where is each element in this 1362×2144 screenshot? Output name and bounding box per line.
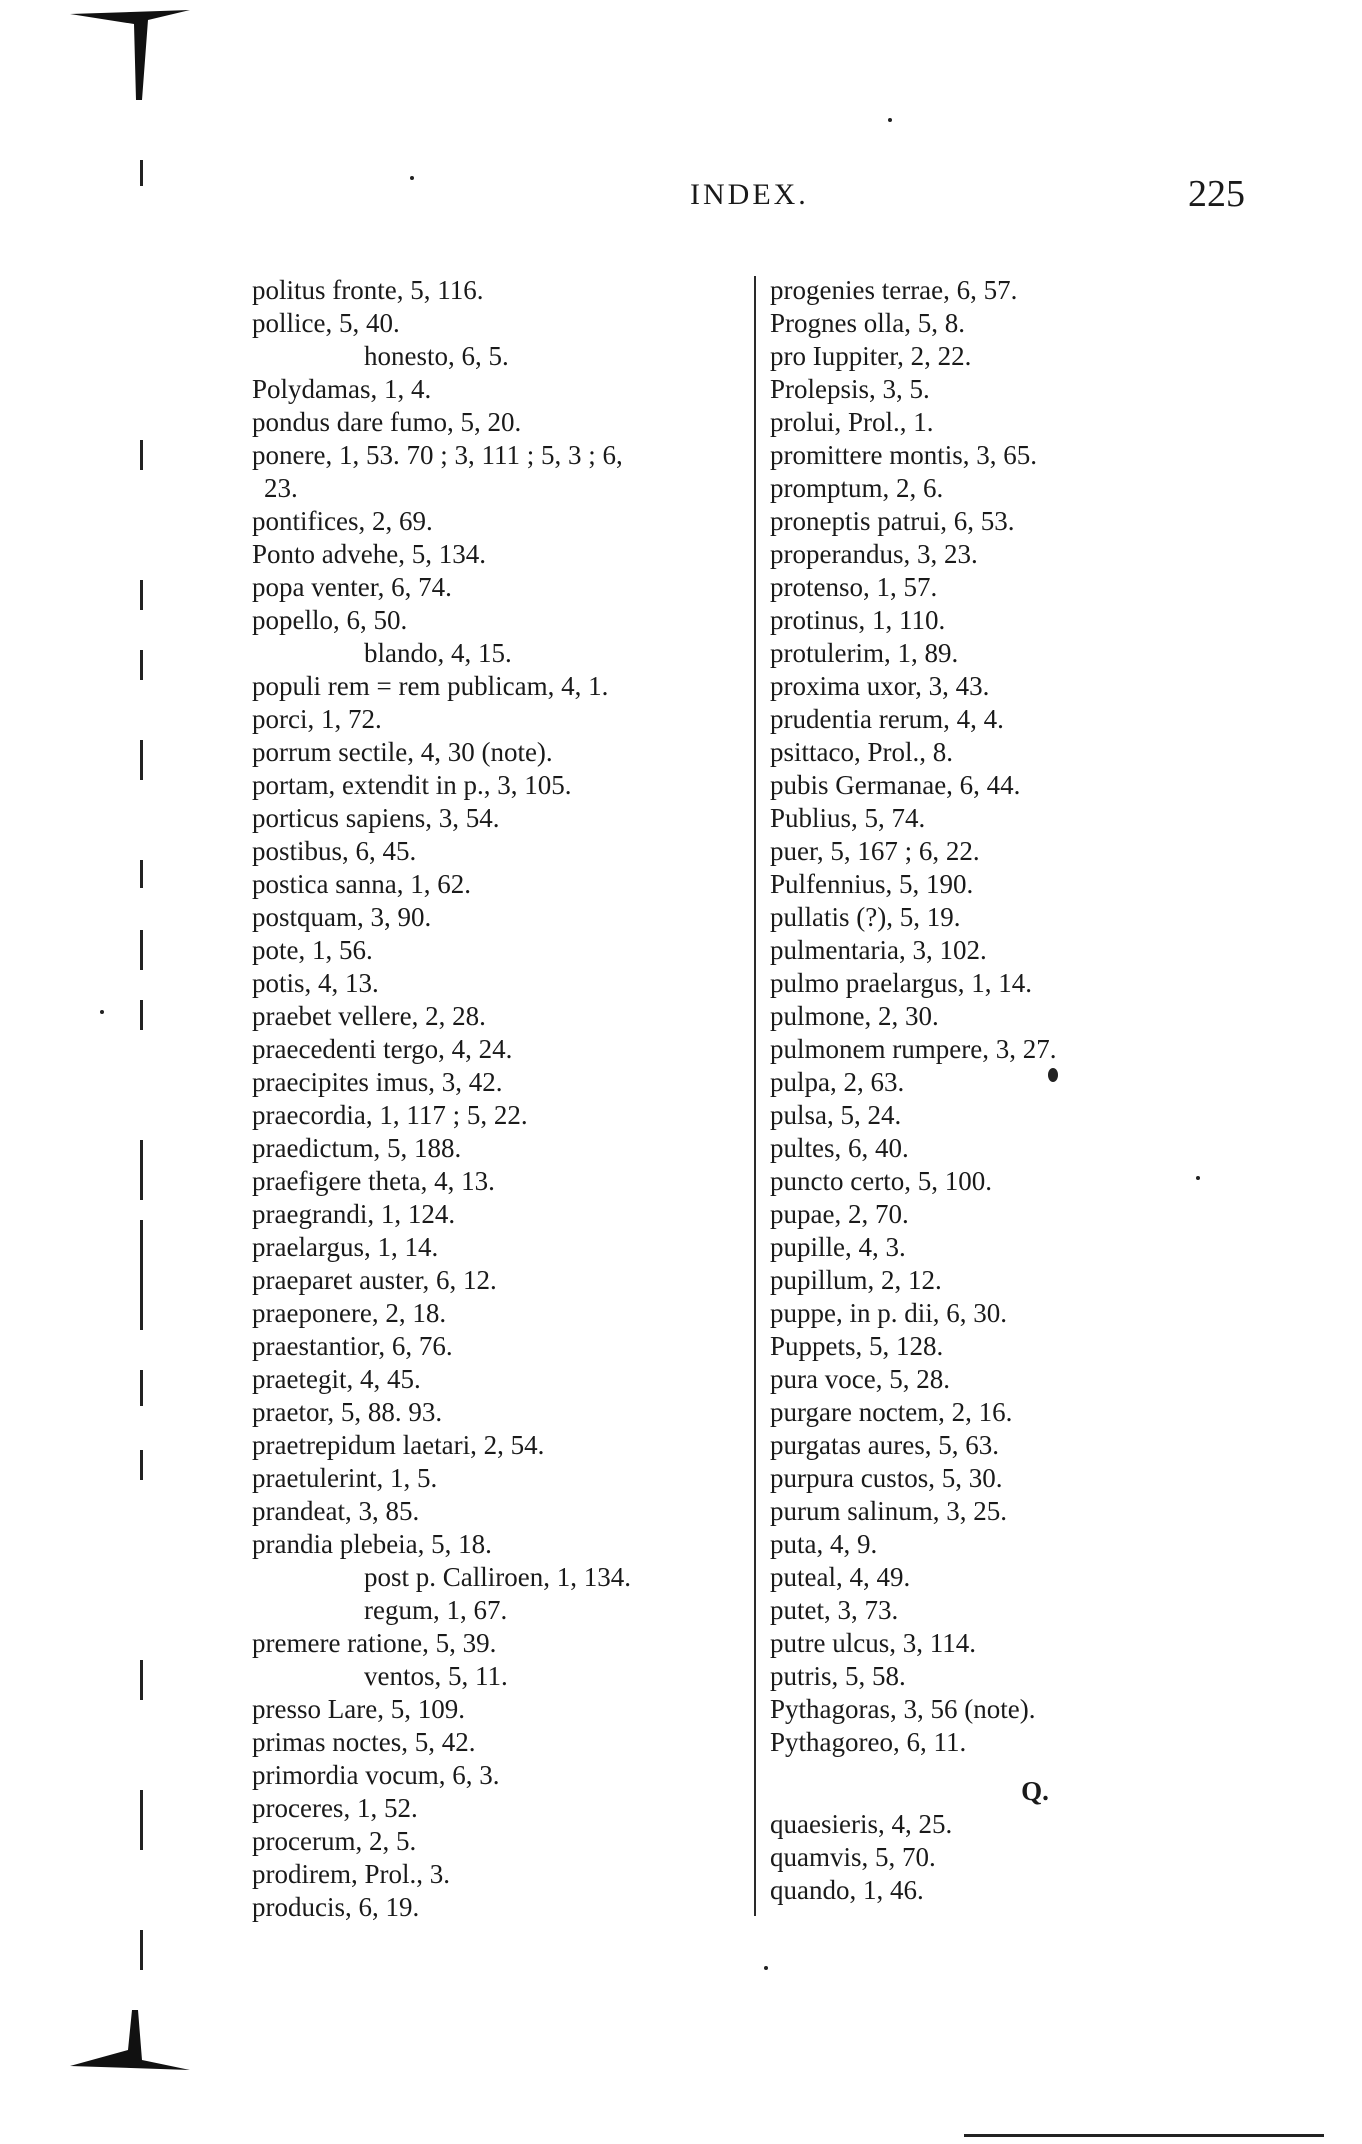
margin-mark xyxy=(140,860,143,888)
index-entry: proneptis patrui, 6, 53. xyxy=(770,506,1015,536)
corner-crop-mark-bottom xyxy=(70,2010,190,2070)
index-entry: pupae, 2, 70. xyxy=(770,1199,909,1229)
margin-mark xyxy=(140,930,143,970)
index-entry: purgatas aures, 5, 63. xyxy=(770,1430,999,1460)
index-subentry: blando, 4, 15. xyxy=(364,638,512,668)
index-entry: popa venter, 6, 74. xyxy=(252,572,452,602)
index-entry: Pulfennius, 5, 190. xyxy=(770,869,974,899)
index-entry: pote, 1, 56. xyxy=(252,935,373,965)
margin-mark xyxy=(140,160,143,186)
index-entry: politus fronte, 5, 116. xyxy=(252,275,484,305)
index-entry: porrum sectile, 4, 30 (note). xyxy=(252,737,553,767)
index-entry: puppe, in p. dii, 6, 30. xyxy=(770,1298,1007,1328)
margin-mark xyxy=(140,1930,143,1970)
index-entry: progenies terrae, 6, 57. xyxy=(770,275,1018,305)
index-entry: praelargus, 1, 14. xyxy=(252,1232,439,1262)
index-entry: puta, 4, 9. xyxy=(770,1529,878,1559)
index-entry: pulsa, 5, 24. xyxy=(770,1100,902,1130)
index-entry: pupillum, 2, 12. xyxy=(770,1265,942,1295)
index-entry: puer, 5, 167 ; 6, 22. xyxy=(770,836,980,866)
index-entry: pullatis (?), 5, 19. xyxy=(770,902,961,932)
index-entry: quando, 1, 46. xyxy=(770,1875,924,1905)
corner-crop-mark-top xyxy=(70,10,190,100)
index-entry: pontifices, 2, 69. xyxy=(252,506,433,536)
index-entry: praecordia, 1, 117 ; 5, 22. xyxy=(252,1100,528,1130)
index-entry: primordia vocum, 6, 3. xyxy=(252,1760,500,1790)
index-entry: popello, 6, 50. xyxy=(252,605,408,635)
margin-mark xyxy=(140,1000,143,1030)
index-entry: purum salinum, 3, 25. xyxy=(770,1496,1007,1526)
index-subentry: ventos, 5, 11. xyxy=(364,1661,508,1691)
index-entry: promittere montis, 3, 65. xyxy=(770,440,1037,470)
index-entry: pro Iuppiter, 2, 22. xyxy=(770,341,972,371)
index-entry: postquam, 3, 90. xyxy=(252,902,432,932)
index-entry: proceres, 1, 52. xyxy=(252,1793,418,1823)
index-entry: Pythagoreo, 6, 11. xyxy=(770,1727,967,1757)
index-entry: porticus sapiens, 3, 54. xyxy=(252,803,500,833)
index-entry: pupille, 4, 3. xyxy=(770,1232,906,1262)
index-subentry: honesto, 6, 5. xyxy=(364,341,509,371)
index-entry: pulmone, 2, 30. xyxy=(770,1001,939,1031)
index-entry-continuation: 23. xyxy=(264,473,298,503)
index-entry: praetor, 5, 88. 93. xyxy=(252,1397,443,1427)
index-entry: postica sanna, 1, 62. xyxy=(252,869,471,899)
index-entry: praetulerint, 1, 5. xyxy=(252,1463,438,1493)
index-entry: Polydamas, 1, 4. xyxy=(252,374,432,404)
page-title: INDEX. xyxy=(690,178,809,211)
index-entry: pubis Germanae, 6, 44. xyxy=(770,770,1021,800)
index-entry: praeponere, 2, 18. xyxy=(252,1298,447,1328)
column-divider xyxy=(754,276,756,1916)
index-entry: properandus, 3, 23. xyxy=(770,539,978,569)
index-entry: prodirem, Prol., 3. xyxy=(252,1859,450,1889)
index-entry: pura voce, 5, 28. xyxy=(770,1364,950,1394)
index-entry: Pythagoras, 3, 56 (note). xyxy=(770,1694,1036,1724)
index-subentry: regum, 1, 67. xyxy=(364,1595,508,1625)
index-entry: prandia plebeia, 5, 18. xyxy=(252,1529,492,1559)
index-entry: producis, 6, 19. xyxy=(252,1892,420,1922)
index-entry: procerum, 2, 5. xyxy=(252,1826,417,1856)
index-column-right xyxy=(770,274,1240,1907)
page-number: 225 xyxy=(1188,173,1245,215)
ink-speck xyxy=(764,1966,768,1970)
index-entry: praetrepidum laetari, 2, 54. xyxy=(252,1430,545,1460)
index-entry: pultes, 6, 40. xyxy=(770,1133,909,1163)
index-entry: pulmonem rumpere, 3, 27. xyxy=(770,1034,1057,1064)
index-entry: puncto certo, 5, 100. xyxy=(770,1166,992,1196)
margin-mark xyxy=(140,580,143,610)
index-entry: pondus dare fumo, 5, 20. xyxy=(252,407,522,437)
margin-mark xyxy=(140,1450,143,1480)
index-entry: quamvis, 5, 70. xyxy=(770,1842,936,1872)
index-entry: praecedenti tergo, 4, 24. xyxy=(252,1034,513,1064)
index-entry: Prognes olla, 5, 8. xyxy=(770,308,965,338)
index-entry: porci, 1, 72. xyxy=(252,704,382,734)
index-entry: proxima uxor, 3, 43. xyxy=(770,671,990,701)
index-entry: praedictum, 5, 188. xyxy=(252,1133,462,1163)
bottom-rule xyxy=(964,2134,1324,2137)
index-entry: praeparet auster, 6, 12. xyxy=(252,1265,497,1295)
index-entry: praebet vellere, 2, 28. xyxy=(252,1001,486,1031)
margin-mark xyxy=(140,1370,143,1406)
index-entry: quaesieris, 4, 25. xyxy=(770,1809,953,1839)
margin-mark xyxy=(140,740,143,780)
index-entry: purgare noctem, 2, 16. xyxy=(770,1397,1013,1427)
index-entry: putre ulcus, 3, 114. xyxy=(770,1628,976,1658)
index-entry: protulerim, 1, 89. xyxy=(770,638,959,668)
index-entry: populi rem = rem publicam, 4, 1. xyxy=(252,671,609,701)
index-entry: purpura custos, 5, 30. xyxy=(770,1463,1003,1493)
index-entry: prolui, Prol., 1. xyxy=(770,407,934,437)
index-entry: pulpa, 2, 63. xyxy=(770,1067,905,1097)
index-entry: praestantior, 6, 76. xyxy=(252,1331,453,1361)
index-entry: puteal, 4, 49. xyxy=(770,1562,911,1592)
index-entry: promptum, 2, 6. xyxy=(770,473,944,503)
index-entry: pulmentaria, 3, 102. xyxy=(770,935,987,965)
ink-speck xyxy=(410,176,414,180)
index-entry: prudentia rerum, 4, 4. xyxy=(770,704,1004,734)
index-entry: praefigere theta, 4, 13. xyxy=(252,1166,495,1196)
index-entry: praetegit, 4, 45. xyxy=(252,1364,421,1394)
section-letter-heading: Q. xyxy=(1021,1776,1049,1806)
index-entry: putet, 3, 73. xyxy=(770,1595,899,1625)
index-entry: psittaco, Prol., 8. xyxy=(770,737,953,767)
margin-mark xyxy=(140,440,143,470)
index-entry: pollice, 5, 40. xyxy=(252,308,400,338)
margin-mark xyxy=(140,1220,143,1330)
index-entry: protenso, 1, 57. xyxy=(770,572,938,602)
index-entry: premere ratione, 5, 39. xyxy=(252,1628,497,1658)
index-entry: praegrandi, 1, 124. xyxy=(252,1199,456,1229)
index-entry: potis, 4, 13. xyxy=(252,968,379,998)
index-entry: postibus, 6, 45. xyxy=(252,836,417,866)
index-entry: primas noctes, 5, 42. xyxy=(252,1727,476,1757)
index-entry: Publius, 5, 74. xyxy=(770,803,926,833)
index-entry: pulmo praelargus, 1, 14. xyxy=(770,968,1032,998)
index-column-left xyxy=(252,274,752,1924)
index-entry: presso Lare, 5, 109. xyxy=(252,1694,465,1724)
index-entry: praecipites imus, 3, 42. xyxy=(252,1067,503,1097)
index-entry: Puppets, 5, 128. xyxy=(770,1331,944,1361)
index-entry: ponere, 1, 53. 70 ; 3, 111 ; 5, 3 ; 6, xyxy=(252,440,623,470)
ink-speck xyxy=(100,1010,104,1014)
margin-mark xyxy=(140,1140,143,1200)
index-entry: Prolepsis, 3, 5. xyxy=(770,374,930,404)
index-entry: prandeat, 3, 85. xyxy=(252,1496,420,1526)
index-subentry: post p. Calliroen, 1, 134. xyxy=(364,1562,631,1592)
index-entry: Ponto advehe, 5, 134. xyxy=(252,539,486,569)
index-entry: portam, extendit in p., 3, 105. xyxy=(252,770,572,800)
index-entry: putris, 5, 58. xyxy=(770,1661,906,1691)
margin-mark xyxy=(140,1790,143,1850)
margin-mark xyxy=(140,650,143,680)
ink-speck xyxy=(888,118,892,122)
index-entry: protinus, 1, 110. xyxy=(770,605,946,635)
margin-mark xyxy=(140,1660,143,1700)
